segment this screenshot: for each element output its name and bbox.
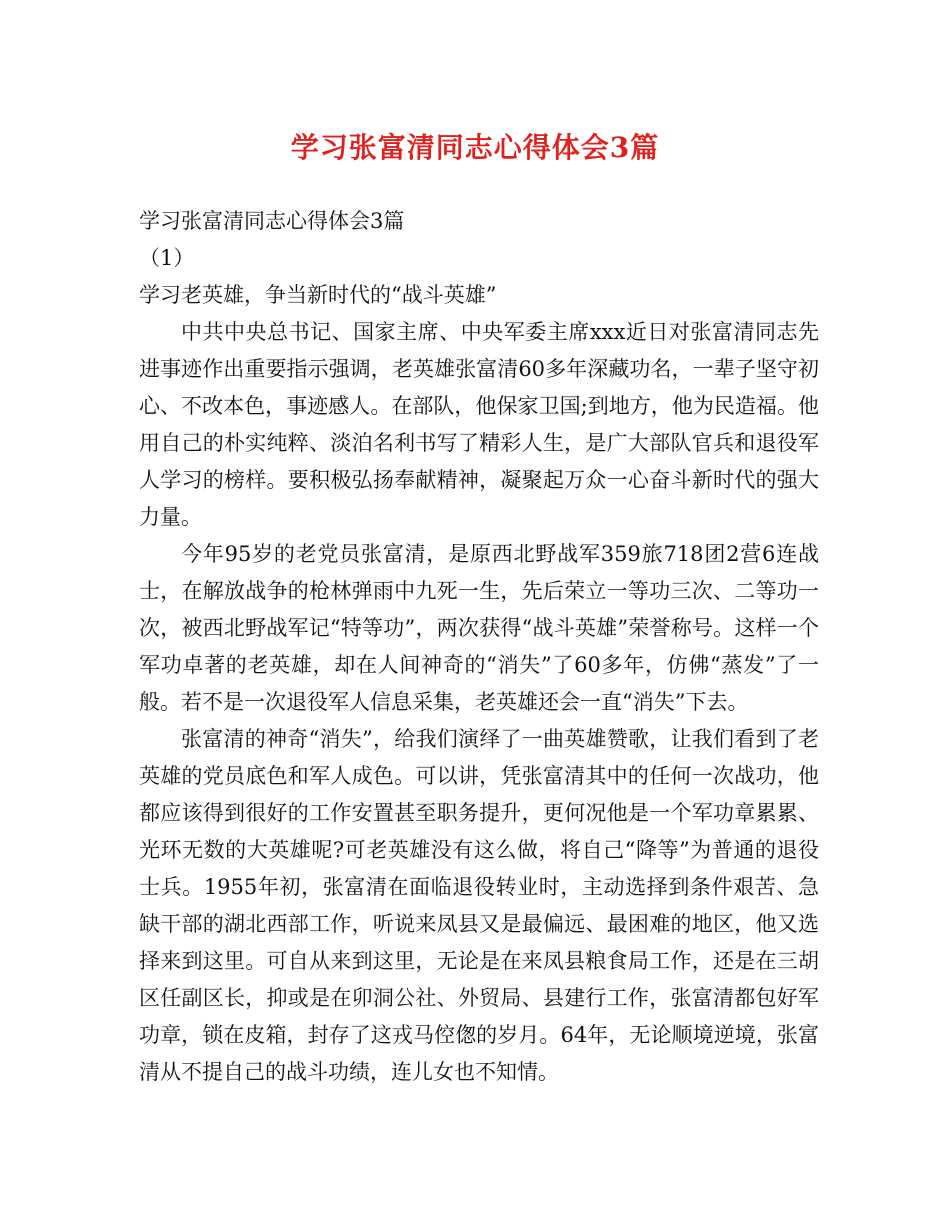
document-title: 学习张富清同志心得体会3篇 — [290, 131, 660, 164]
paragraph-3: 张富清的神奇“消失”，给我们演绎了一曲英雄赞歌，让我们看到了老英雄的党员底色和军人成色。可以讲，凭张富清其中的任何一次战功，他都应该得到很好的工作安置甚至职务提升，更何况他是一个军功章累累、光环无数的大英雄呢?可老英雄没有这么做，将自己“降等”为普通的退役士兵。1955年初，张富清在面临退役转业时，主动选择到条件艰苦、急缺干部的湖北西部工作，听说来凤县又是最偏远、最困难的地区，他又选择来到这里。可自从来到这里，无论是在来凤县粮食局工作，还是在三胡区任副区长，抑或是在卯洞公社、外贸局、县建行工作，张富清都包好军功章，锁在皮箱，封存了这戎马倥偬的岁月。64年，无论顺境逆境，张富清从不提自己的战斗功绩，连儿女也不知情。 — [139, 727, 819, 1084]
document-body — [139, 203, 819, 1091]
section-number: （1） — [139, 246, 195, 270]
section-heading: 学习老英雄，争当新时代的“战斗英雄” — [139, 283, 497, 307]
document-subtitle: 学习张富清同志心得体会3篇 — [139, 209, 405, 233]
paragraph-2: 今年95岁的老党员张富清，是原西北野战军359旅718团2营6连战士，在解放战争的枪林弹雨中九死一生，先后荣立一等功三次、二等功一次，被西北野战军记“特等功”，两次获得“战斗英雄”荣誉称号。这样一个军功卓著的老英雄，却在人间神奇的“消失”了60多年，仿佛“蒸发”了一般。若不是一次退役军人信息采集，老英雄还会一直“消失”下去。 — [139, 542, 819, 714]
paragraph-1: 中共中央总书记、国家主席、中央军委主席xxx近日对张富清同志先进事迹作出重要指示强调，老英雄张富清60多年深藏功名，一辈子坚守初心、不改本色，事迹感人。在部队，他保家卫国;到地方，他为民造福。他用自己的朴实纯粹、淡泊名利书写了精彩人生，是广大部队官兵和退役军人学习的榜样。要积极弘扬奉献精神，凝聚起万众一心奋斗新时代的强大力量。 — [139, 320, 819, 529]
